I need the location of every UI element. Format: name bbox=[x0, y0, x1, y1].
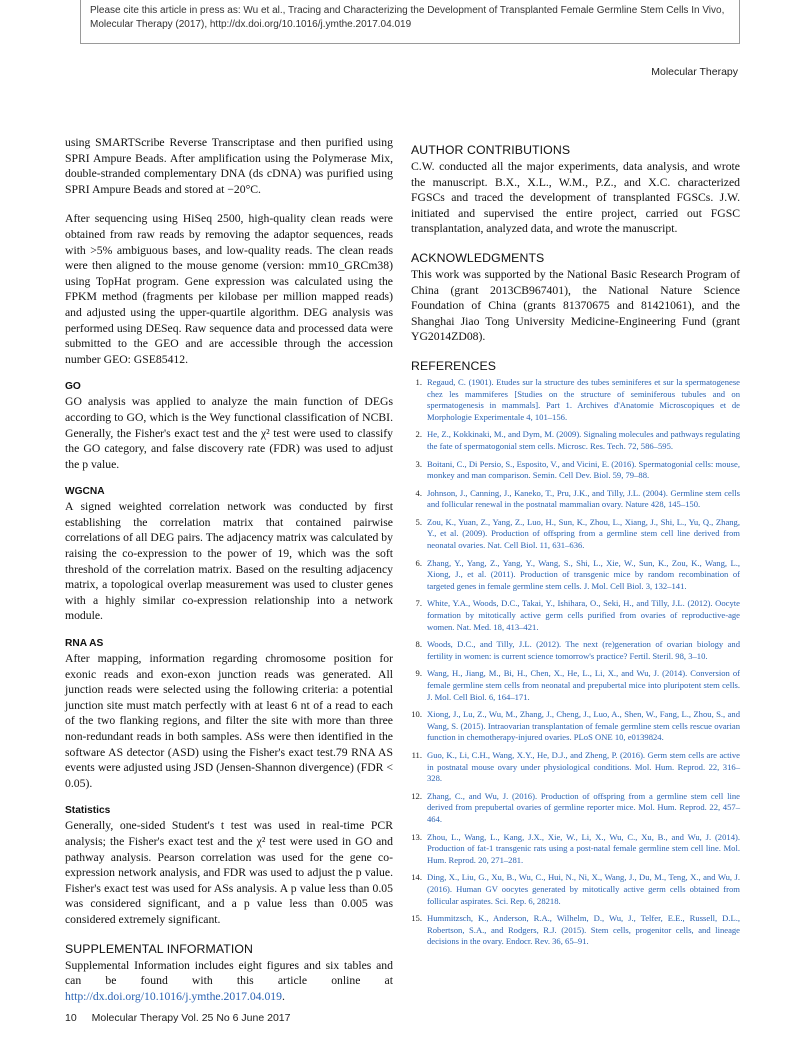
reference-item bbox=[411, 459, 740, 482]
reference-link[interactable]: He, Z., Kokkinaki, M., and Dym, M. (2009). Signaling molecules and pathways regulating the fate of spermatogonial stem cells. Microsc. Res. Tech. 72, 586–595. bbox=[427, 429, 740, 451]
reference-item bbox=[411, 750, 740, 785]
reference-link[interactable]: Zou, K., Yuan, Z., Yang, Z., Luo, H., Sun, K., Zhou, L., Xiang, J., Shi, L., Yu, Q., Zhang, Y., et al. (2009). Production of offspring from a germline stem cell line derived from neonatal ovaries. Nat. Cell Biol. 11, 631–636. bbox=[427, 516, 740, 551]
footer-citation: Molecular Therapy Vol. 25 No 6 June 2017 bbox=[91, 1012, 291, 1024]
citation-notice-box bbox=[80, 0, 740, 44]
supplemental-text: Supplemental Information includes eight figures and six tables and can be found with this article online at bbox=[65, 958, 393, 988]
reference-link[interactable]: Wang, H., Jiang, M., Bi, H., Chen, X., He, L., Li, X., and Wu, J. (2014). Conversion of female germline stem cells from neonatal and prepubertal mice into pluripotent stem cells. J. Mol. Cell Biol. 6, 164–171. bbox=[427, 668, 740, 702]
reference-number: 6. bbox=[415, 557, 422, 568]
reference-item bbox=[411, 791, 740, 826]
reference-item bbox=[411, 598, 740, 633]
supplemental-heading: SUPPLEMENTAL INFORMATION bbox=[65, 941, 254, 956]
reference-link[interactable]: Ding, X., Liu, G., Xu, B., Wu, C., Hui, N., Ni, X., Wang, J., Du, M., Teng, X., and Wu, J. (2016). Human GV oocytes generated by mitotically active germ cells obtained from follicular aspirates. Sci. Rep. 6, 28218. bbox=[427, 872, 740, 906]
reference-item bbox=[411, 429, 740, 452]
journal-header: Molecular Therapy bbox=[651, 66, 738, 78]
left-column bbox=[65, 135, 393, 1018]
reference-link[interactable]: Zhang, Y., Yang, Z., Yang, Y., Wang, S., Shi, L., Xie, W., Sun, K., Zou, K., Wang, L., Xiong, J., et al. (2011). Production of transgenic mice by random recombination of targeted genes in female germline stem cells. J. Mol. Cell Biol. 3, 132–141. bbox=[427, 557, 740, 591]
reference-number: 7. bbox=[415, 598, 422, 609]
references-heading: REFERENCES bbox=[411, 358, 497, 373]
reference-number: 2. bbox=[415, 429, 422, 440]
citation-notice: Please cite this article in press as: Wu et al., Tracing and Characterizing the Development of Transplanted Female Germline Stem Cells In Vivo, Molecular Therapy (2017), http://dx.doi.org/10.1016/j.ymthe.2017.04.019 bbox=[90, 5, 725, 30]
reference-item bbox=[411, 913, 740, 948]
reference-item bbox=[411, 558, 740, 593]
reference-link[interactable]: Regaud, C. (1901). Etudes sur la structure des tubes seminiferes et sur la spermatogenese chez les mammiferes [Studies on the structure of seminiferous tubules and on spermatogenesis in mammals]. Part 1. Archives d'Anatomie Microscopiques et de Morphologie Experimentale 4, 101–156. bbox=[427, 376, 740, 422]
page-footer bbox=[65, 1012, 290, 1024]
reference-item bbox=[411, 832, 740, 867]
author-contributions-heading: AUTHOR CONTRIBUTIONS bbox=[411, 143, 571, 157]
acknowledgments-paragraph: This work was supported by the National Basic Research Program of China (grant 2013CB967401), the National Nature Science Foundation of China (grants 81370675 and 81421061), and the Shanghai Jiao Tong University Medicine-Engineering Fund (grant YG2014ZD08). bbox=[411, 267, 740, 344]
reference-number: 9. bbox=[415, 668, 422, 679]
reference-link[interactable]: Zhang, C., and Wu, J. (2016). Production of offspring from a germline stem cell line derived from prepubertal ovaries of germline reporter mice. Mol. Hum. Reprod. 22, 457–464. bbox=[427, 790, 740, 824]
reference-number: 1. bbox=[415, 376, 422, 387]
reference-link[interactable]: Woods, D.C., and Tilly, J.L. (2012). The next (re)generation of ovarian biology and fertility in women: is current science tomorrow's practice? Fertil. Steril. 98, 3–10. bbox=[427, 639, 740, 661]
reference-number: 15. bbox=[411, 913, 422, 924]
methods-paragraph-2: After sequencing using HiSeq 2500, high-quality clean reads were obtained from raw reads by removing the adaptor sequences, reads with >5% ambiguous bases, and low-quality reads. The clean reads were then aligned to the mouse genome (version: mm10_GRCm38) using TopHat program. Gene expression was calculated using the FPKM method (fragments per kilobase per million mapped reads) and adjusted using the upper-quartile algorithm. DEG analysis was performed using DESeq. Raw sequence data and processed data were submitted to the GEO and are accessible through the accession number GEO: GSE85412. bbox=[65, 212, 393, 366]
reference-number: 4. bbox=[415, 487, 422, 498]
rna-as-paragraph: After mapping, information regarding chromosome position for exonic reads and exon-exon junction reads was generated. All junction reads were selected using the following criteria: a potential junction site must match perfectly with at least 6 nt of a read to each of the two flanking regions, and filter the site with more than three non-redundant reads in both samples. ASs were then identified in the software AS detector (ASD) using the Fisher's exact test.79 RNA AS events were adjusted using JSD (Jensen-Shannon divergence) (FDR < 0.05). bbox=[65, 652, 393, 790]
go-heading: GO bbox=[65, 381, 81, 393]
methods-paragraph-1: using SMARTScribe Reverse Transcriptase and then purified using SPRI Ampure Beads. After amplification using the Polymerase Mix, double-stranded complementary DNA (ds cDNA) was purified using SPRI Ampure Beads and stored at −20°C. bbox=[65, 136, 393, 196]
reference-link[interactable]: White, Y.A., Woods, D.C., Takai, Y., Ishihara, O., Seki, H., and Tilly, J.L. (2012). Oocyte formation by mitotically active germ cells purified from ovaries of reproductive-age women. Nat. Med. 18, 413–421. bbox=[427, 598, 740, 632]
reference-number: 5. bbox=[415, 516, 422, 527]
right-column bbox=[411, 135, 740, 954]
reference-number: 8. bbox=[415, 639, 422, 650]
reference-link[interactable]: Boitani, C., Di Persio, S., Esposito, V., and Vicini, E. (2016). Spermatogonial cells: mouse, monkey and man comparison. Semin. Cell Dev. Biol. 59, 79–88. bbox=[427, 458, 740, 481]
go-paragraph: GO analysis was applied to analyze the main function of DEGs according to GO, which is the Wey functional classification of NCBI. Generally, the Fisher's exact test and the χ² test were used to classify the GO category, and false discovery rate (FDR) was used to adjust the p value. bbox=[65, 395, 393, 471]
reference-item bbox=[411, 639, 740, 662]
reference-number: 10. bbox=[411, 709, 422, 720]
reference-item bbox=[411, 517, 740, 552]
page-number: 10 bbox=[65, 1012, 77, 1024]
supplemental-end: . bbox=[281, 989, 285, 1003]
reference-number: 11. bbox=[411, 749, 422, 760]
author-contributions-paragraph: C.W. conducted all the major experiments, data analysis, and wrote the manuscript. B.X., X.L., W.M., P.Z., and X.C. characterized FGSCs and traced the development of transplanted FGSCs. J.W. initiated and supervised the entire project, carried out FGSC transplantation, analyzed data, and wrote the manuscript. bbox=[411, 160, 740, 236]
reference-link[interactable]: Hummitzsch, K., Anderson, R.A., Wilhelm, D., Wu, J., Telfer, E.E., Russell, D.L., Robertson, S.A., and Rodgers, R.J. (2015). Stem cells, progenitor cells, and lineage decisions in the ovary. Endocr. Rev. 36, 65–91. bbox=[427, 913, 740, 947]
reference-item bbox=[411, 709, 740, 744]
reference-number: 14. bbox=[411, 872, 422, 883]
statistics-heading: Statistics bbox=[65, 805, 111, 817]
reference-link[interactable]: Zhou, L., Wang, L., Kang, J.X., Xie, W., Li, X., Wu, C., Xu, B., and Wu, J. (2014). Production of fat-1 transgenic rats using a post-natal female germline stem cell line. Mol. Hum. Reprod. 20, 271–281. bbox=[427, 831, 740, 865]
supplemental-link[interactable]: http://dx.doi.org/10.1016/j.ymthe.2017.04.019 bbox=[65, 989, 282, 1003]
wgcna-heading: WGCNA bbox=[65, 486, 105, 498]
acknowledgments-heading: ACKNOWLEDGMENTS bbox=[411, 250, 545, 265]
reference-number: 13. bbox=[411, 831, 422, 842]
rna-as-heading: RNA AS bbox=[65, 638, 104, 650]
reference-number: 3. bbox=[415, 458, 422, 469]
reference-item bbox=[411, 377, 740, 423]
references-list bbox=[411, 377, 740, 948]
reference-item bbox=[411, 668, 740, 703]
reference-link[interactable]: Xiong, J., Lu, Z., Wu, M., Zhang, J., Cheng, J., Luo, A., Shen, W., Fang, L., Zhou, S., and Wang, S. (2015). Intraovarian transplantation of female germline stem cells rescue ovarian function in chemotherapy-injured ovaries. PLoS ONE 10, e0139824. bbox=[427, 709, 740, 743]
reference-number: 12. bbox=[411, 790, 422, 801]
reference-link[interactable]: Johnson, J., Canning, J., Kaneko, T., Pru, J.K., and Tilly, J.L. (2004). Germline stem cells and follicular renewal in the postnatal mammalian ovary. Nature 428, 145–150. bbox=[427, 487, 740, 510]
reference-item bbox=[411, 488, 740, 511]
wgcna-paragraph: A signed weighted correlation network was conducted by first establishing the correlation matrix that contained pairwise correlations of all DEG pairs. The adjacency matrix was calculated by raising the co-expression to the power of 19, which was the soft threshold of the correlation matrix. Based on the resulting adjacency matrix, a topological overlap measurement was used to cluster genes with a highly similar co-expression relationship into a network module. bbox=[65, 500, 393, 623]
supplemental-paragraph bbox=[65, 958, 393, 1005]
reference-item bbox=[411, 872, 740, 907]
reference-link[interactable]: Guo, K., Li, C.H., Wang, X.Y., He, D.J., and Zheng, P. (2016). Germ stem cells are active in postnatal mouse ovary under physiological conditions. Mol. Hum. Reprod. 22, 316–328. bbox=[427, 749, 740, 784]
statistics-paragraph: Generally, one-sided Student's t test was used in real-time PCR analysis; the Fisher's exact test and the χ² test were used in GO and pathway analysis. Pearson correlation was used for the gene co-expression network analysis, and FDR was used to adjust the p value. Fisher's exact test was used for ASs analysis. A p value less than 0.05 was considered significant, and a p value less than 0.005 was considered extremely significant. bbox=[65, 819, 393, 926]
